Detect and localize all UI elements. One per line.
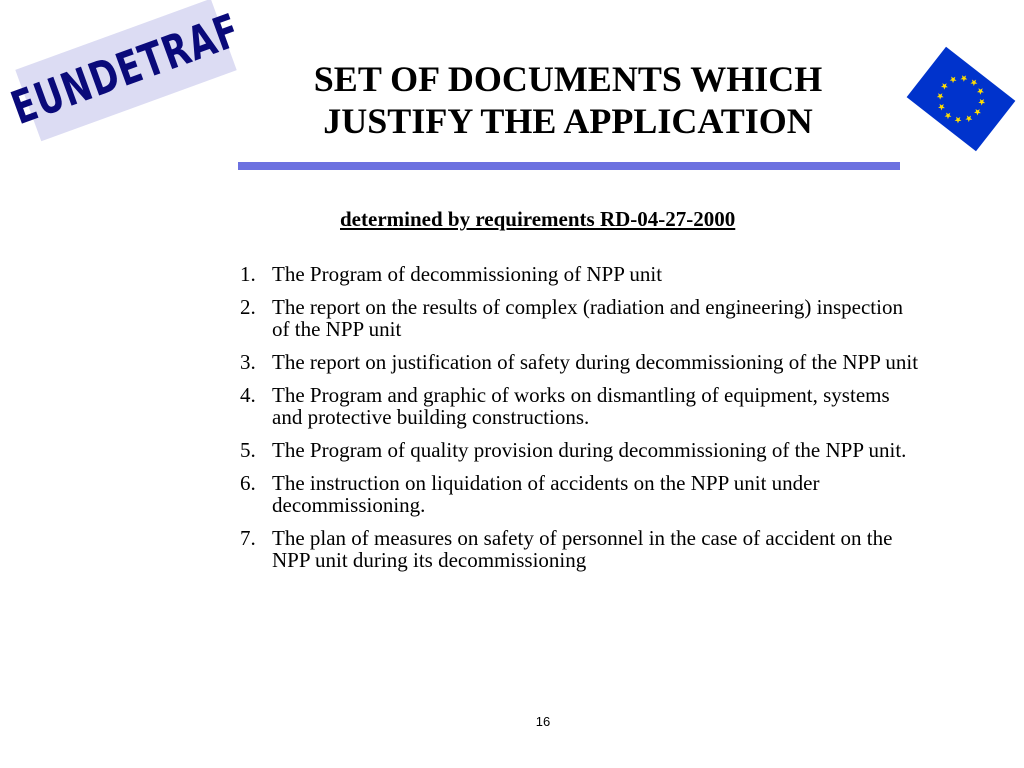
eundetraf-logo: [4, 0, 248, 141]
document-item: [240, 439, 920, 461]
title-line-1: SET OF DOCUMENTS WHICH: [313, 59, 823, 99]
document-text: The report on justification of safety during decommissioning of the NPP unit: [272, 350, 919, 374]
document-number: 4.: [240, 383, 256, 407]
title-underline-rule: [238, 162, 900, 170]
document-number: 1.: [240, 262, 256, 286]
eu-flag-icon: [902, 44, 1020, 154]
title-line-2: JUSTIFY THE APPLICATION: [323, 101, 813, 141]
logo-text: EUNDETRAF: [4, 3, 248, 137]
document-number: 5.: [240, 438, 256, 462]
document-number: 2.: [240, 295, 256, 319]
page-number: 16: [535, 714, 551, 729]
document-text: The plan of measures on safety of personnel in the case of accident on the NPP unit during its decommissioning: [272, 526, 893, 572]
document-item: [240, 472, 920, 516]
document-text: The Program of quality provision during decommissioning of the NPP unit.: [272, 438, 907, 462]
document-number: 3.: [240, 350, 256, 374]
document-item: [240, 263, 920, 285]
document-list: [240, 263, 920, 582]
document-text: The Program of decommissioning of NPP unit: [272, 262, 663, 286]
document-item: [240, 527, 920, 571]
document-item: [240, 296, 920, 340]
document-item: [240, 384, 920, 428]
document-text: The instruction on liquidation of accidents on the NPP unit under decommissioning.: [272, 471, 820, 517]
document-number: 6.: [240, 471, 256, 495]
flag-background: [907, 47, 1016, 152]
document-text: The Program and graphic of works on dismantling of equipment, systems and protective building constructions.: [272, 383, 890, 429]
document-item: [240, 351, 920, 373]
document-text: The report on the results of complex (radiation and engineering) inspection of the NPP unit: [272, 295, 903, 341]
slide-title: [240, 58, 896, 142]
document-number: 7.: [240, 526, 256, 550]
subtitle: determined by requirements RD-04-27-2000: [340, 207, 736, 231]
